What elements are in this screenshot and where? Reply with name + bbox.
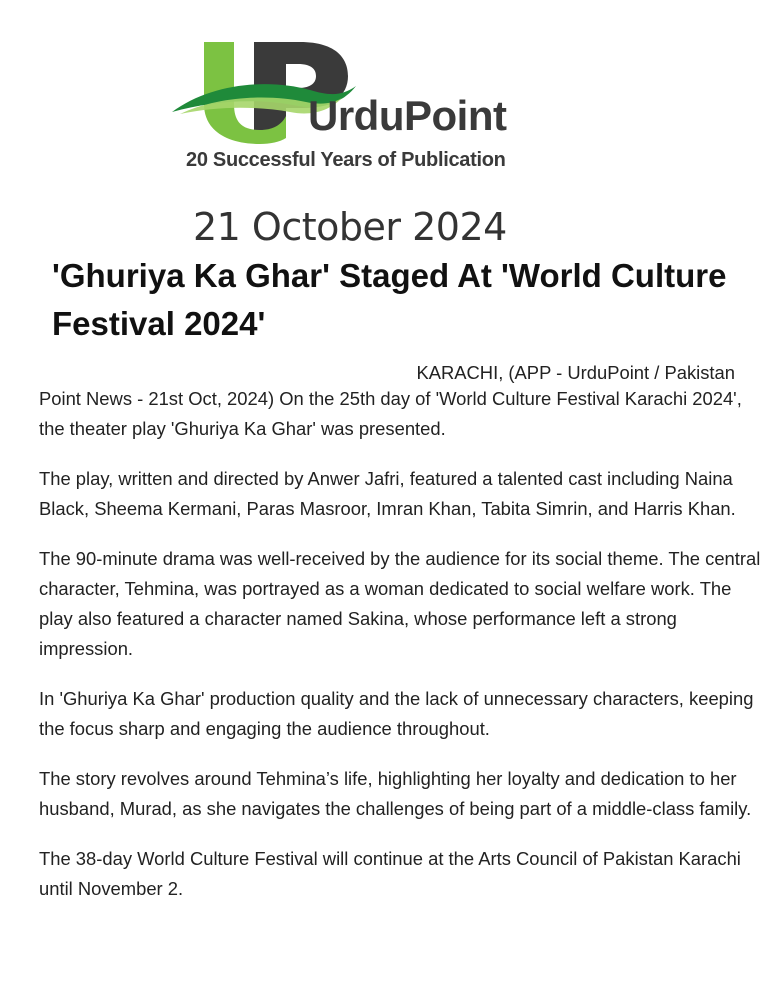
article-paragraph: The 38-day World Culture Festival will continue at the Arts Council of Pakistan Karachi until November 2. — [39, 848, 741, 899]
article-paragraph: The 90-minute drama was well-received by the audience for its social theme. The central character, Tehmina, was portrayed as a woman dedicated to social welfare work. The play also featured a character named Sakina, whose performance left a strong impression. — [39, 548, 761, 659]
article-paragraph: In 'Ghuriya Ka Ghar' production quality and the lack of unnecessary characters, keeping the focus sharp and engaging the audience throughout. — [39, 688, 754, 739]
article-body — [39, 362, 767, 924]
tagline: 20 Successful Years of Publication — [186, 149, 506, 171]
article-headline: 'Ghuriya Ka Ghar' Staged At 'World Culture Festival 2024' — [52, 257, 727, 342]
article-paragraph: Point News - 21st Oct, 2024) On the 25th day of 'World Culture Festival Karachi 2024', the theater play 'Ghuriya Ka Ghar' was presented. — [39, 388, 742, 439]
publication-date: 21 October 2024 — [193, 205, 507, 249]
logo[interactable] — [170, 38, 550, 178]
article-paragraph: The story revolves around Tehmina’s life, highlighting her loyalty and dedication to her husband, Murad, as she navigates the challenges of being part of a middle-class family. — [39, 768, 752, 819]
brand-name: UrduPoint — [308, 92, 507, 139]
article-dateline: KARACHI, (APP - UrduPoint / Pakistan — [416, 362, 735, 383]
article-paragraph: The play, written and directed by Anwer Jafri, featured a talented cast including Naina Black, Sheema Kermani, Paras Masroor, Imran Khan, Tabita Simrin, and Harris Khan. — [39, 468, 736, 519]
